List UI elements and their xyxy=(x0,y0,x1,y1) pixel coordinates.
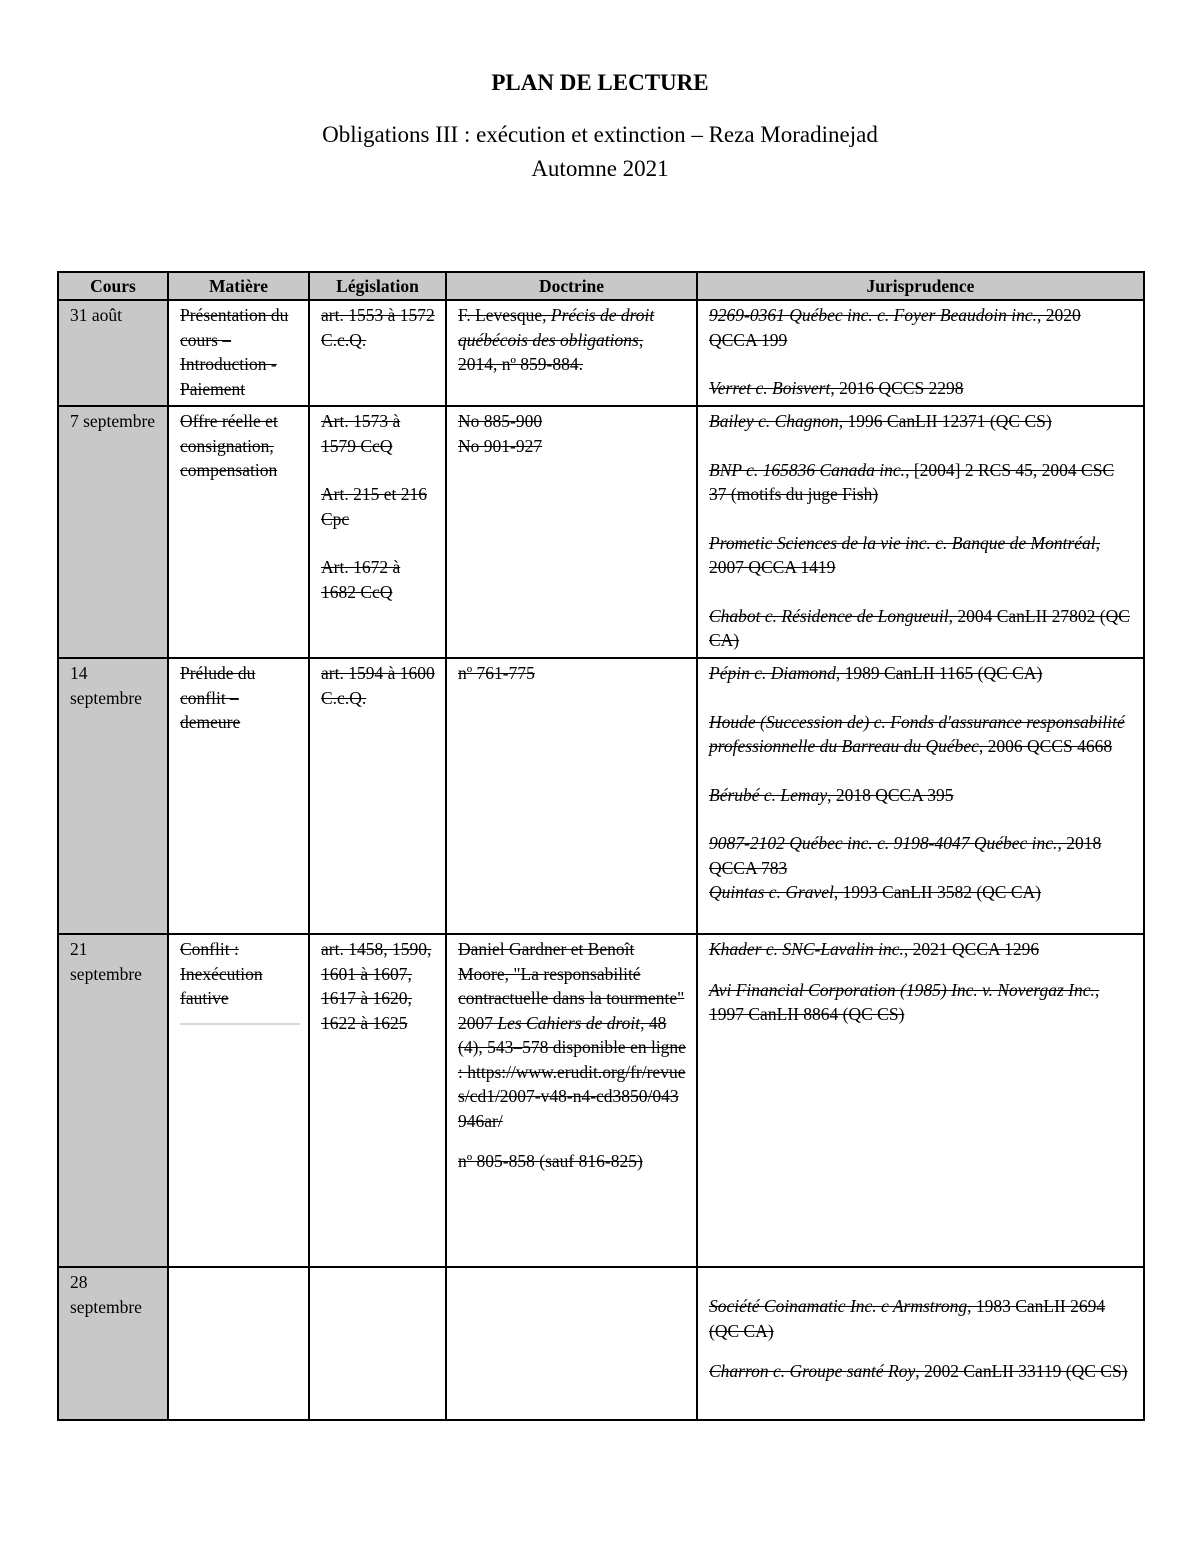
cours-cell xyxy=(58,406,168,658)
legislation-text: Art. 1672 à 1682 CcQ xyxy=(321,557,401,602)
article-title: Daniel Gardner et Benoît Moore, "La responsabilité contractuelle dans la tourmente" 2007 xyxy=(458,939,685,1033)
case-reference xyxy=(709,710,1133,759)
jurisprudence-cell xyxy=(697,1267,1144,1420)
matiere-cell xyxy=(168,406,309,658)
doctrine-text xyxy=(458,305,654,374)
column-header-doctrine: Doctrine xyxy=(446,272,697,300)
case-reference xyxy=(709,1359,1133,1384)
case-reference xyxy=(709,880,1133,905)
legislation-text: Art. 1573 à 1579 CcQ xyxy=(321,411,401,456)
case-name: Pépin c. Diamond xyxy=(709,663,836,683)
matiere-text: Présentation du cours – Introduction - Paiement xyxy=(180,305,289,399)
case-reference xyxy=(709,783,1133,808)
doctrine-text: No 885-900 xyxy=(458,411,543,431)
cours-cell xyxy=(58,1267,168,1420)
case-citation: , 1983 CanLII 2694 (QC CA) xyxy=(709,1296,1106,1341)
case-name: Quintas c. Gravel xyxy=(709,882,834,902)
legislation-cell xyxy=(309,406,446,658)
case-name: Chabot c. Résidence de Longueuil xyxy=(709,605,949,626)
table-row xyxy=(58,934,1144,1267)
doctrine-text: nº 805-858 (sauf 816-825) xyxy=(458,1151,643,1171)
divider xyxy=(180,1023,300,1025)
legislation-cell xyxy=(309,300,446,406)
article-reference: , 48(4), 543–578 disponible en ligne : https://www.erudit.org/fr/revues/cd1/2007-v48-n4-cd3850/043946ar/ xyxy=(458,1012,686,1131)
case-reference xyxy=(709,531,1133,580)
table-row xyxy=(58,658,1144,934)
matiere-text: Conflit : Inexécution fautive xyxy=(180,939,263,1008)
case-reference xyxy=(709,661,1133,686)
doctrine-cell xyxy=(446,1267,697,1420)
case-name: Charron c. Groupe santé Roy xyxy=(709,1361,916,1381)
cours-date: 28 septembre xyxy=(70,1272,142,1317)
column-header-legislation: Législation xyxy=(309,272,446,300)
matiere-text: Prélude du conflit – demeure xyxy=(180,663,256,732)
case-name: Société Coinamatic Inc. c Armstrong xyxy=(709,1296,968,1316)
case-citation: , 1993 CanLII 3582 (QC CA) xyxy=(833,882,1041,902)
table-row xyxy=(58,406,1144,658)
case-reference xyxy=(709,937,1133,962)
course-subtitle: Obligations III : exécution et extinction – Reza Moradinejad xyxy=(322,122,878,147)
matiere-cell xyxy=(168,658,309,934)
case-citation: , 1989 CanLII 1165 (QC CA) xyxy=(835,663,1043,683)
page-title: PLAN DE LECTURE xyxy=(491,70,709,95)
case-reference xyxy=(709,409,1133,434)
case-name: BNP c. 165836 Canada inc. xyxy=(709,459,906,480)
case-name: Bailey c. Chagnon xyxy=(709,411,839,431)
case-reference xyxy=(709,604,1133,653)
case-citation: , 2018 QCCA 395 xyxy=(827,784,954,805)
jurisprudence-cell xyxy=(697,658,1144,934)
legislation-text: art. 1458, 1590, 1601 à 1607, 1617 à 1620, 1622 à 1625 xyxy=(321,939,432,1033)
jurisprudence-cell xyxy=(697,300,1144,406)
cours-date: 21 septembre xyxy=(70,939,142,984)
case-reference xyxy=(709,978,1133,1027)
matiere-cell xyxy=(168,300,309,406)
table-row xyxy=(58,1267,1144,1420)
doctrine-cell xyxy=(446,934,697,1267)
cours-cell xyxy=(58,934,168,1267)
column-header-matiere: Matière xyxy=(168,272,309,300)
doctrine-title: Précis de droit québécois des obligations xyxy=(458,305,655,350)
column-header-cours: Cours xyxy=(58,272,168,300)
case-reference xyxy=(709,458,1133,507)
legislation-cell xyxy=(309,1267,446,1420)
table-header-row xyxy=(58,272,1144,300)
doctrine-article xyxy=(458,937,686,1133)
doctrine-cell xyxy=(446,406,697,658)
journal-name: Les Cahiers de droit xyxy=(497,1012,641,1033)
legislation-text: Art. 215 et 216 Cpc xyxy=(321,484,427,529)
reading-plan-table xyxy=(57,271,1145,1421)
case-citation: , [2004] 2 RCS 45, 2004 CSC 37 (motifs du juge Fish) xyxy=(709,459,1115,504)
case-reference xyxy=(709,1294,1133,1343)
legislation-text: art. 1594 à 1600 C.c.Q. xyxy=(321,663,435,708)
legislation-cell xyxy=(309,658,446,934)
column-header-jurisprudence: Jurisprudence xyxy=(697,272,1144,300)
case-citation: , 2018 QCCA 783 xyxy=(709,833,1102,878)
doctrine-text: No 901-927 xyxy=(458,435,543,456)
case-name: Avi Financial Corporation (1985) Inc. v. Novergaz Inc. xyxy=(709,979,1095,1000)
case-reference xyxy=(709,831,1133,880)
case-citation: , 2016 QCCS 2298 xyxy=(830,378,964,398)
matiere-cell xyxy=(168,1267,309,1420)
doctrine-author: F. Levesque, xyxy=(458,305,551,325)
table-row xyxy=(58,300,1144,406)
doctrine-cell xyxy=(446,300,697,406)
cours-cell xyxy=(58,300,168,406)
case-citation: , 1997 CanLII 8864 (QC CS) xyxy=(709,979,1100,1024)
cours-date: 7 septembre xyxy=(70,411,156,431)
term-label: Automne 2021 xyxy=(531,156,669,181)
case-name: Verret c. Boisvert xyxy=(709,378,831,398)
case-citation: , 2004 CanLII 27802 (QC CA) xyxy=(709,605,1130,650)
case-citation: , 2021 QCCA 1296 xyxy=(903,939,1040,959)
case-reference xyxy=(709,303,1133,352)
matiere-cell xyxy=(168,934,309,1267)
case-name: Khader c. SNC-Lavalin inc. xyxy=(709,939,904,959)
case-name: Bérubé c. Lemay xyxy=(709,784,828,805)
cours-date: 31 août xyxy=(70,305,123,325)
doctrine-cell xyxy=(446,658,697,934)
doctrine-text: nº 761-775 xyxy=(458,663,535,683)
jurisprudence-cell xyxy=(697,934,1144,1267)
case-name: 9087-2102 Québec inc. c. 9198-4047 Québec inc. xyxy=(709,833,1058,853)
case-name: 9269-0361 Québec inc. c. Foyer Beaudoin inc. xyxy=(709,305,1038,325)
cours-date: 14 septembre xyxy=(70,663,142,708)
case-name: Prometic Sciences de la vie inc. c. Banque de Montréal xyxy=(709,532,1096,553)
legislation-cell xyxy=(309,934,446,1267)
cours-cell xyxy=(58,658,168,934)
case-citation: , 2020 QCCA 199 xyxy=(709,305,1081,350)
jurisprudence-cell xyxy=(697,406,1144,658)
case-citation: , 2007 QCCA 1419 xyxy=(709,532,1101,577)
case-name: Houde (Succession de) c. Fonds d'assurance responsabilité professionnelle du Barreau du Québec xyxy=(709,711,1125,756)
case-citation: , 2002 CanLII 33119 (QC CS) xyxy=(915,1361,1128,1381)
doctrine-reference: , 2014, nº 859-884. xyxy=(458,329,644,374)
case-citation: , 1996 CanLII 12371 (QC CS) xyxy=(838,411,1052,431)
case-reference xyxy=(709,376,1133,401)
matiere-text: Offre réelle et consignation, compensation xyxy=(180,411,278,480)
legislation-text: art. 1553 à 1572 C.c.Q. xyxy=(321,305,435,350)
case-citation: , 2006 QCCS 4668 xyxy=(978,736,1113,756)
